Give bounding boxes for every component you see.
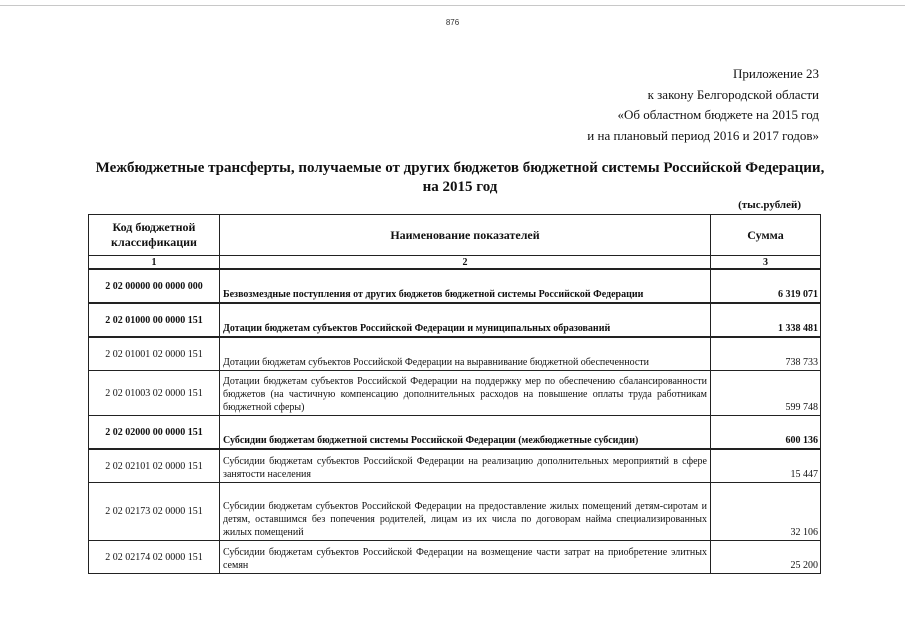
row-name: Субсидии бюджетам субъектов Российской Федерации на реализацию дополнительных мероприятий в сфере занятости населения (220, 449, 711, 483)
row-code: 2 02 02101 02 0000 151 (89, 449, 220, 483)
row-name: Субсидии бюджетам субъектов Российской Федерации на предоставление жилых помещений детям-сиротам и детям, оставшимся без попечения родителей, лицам из их числа по договорам найма специализированных жилых помещений (220, 483, 711, 541)
row-code: 2 02 00000 00 0000 000 (89, 269, 220, 303)
header-name: Наименование показателей (220, 215, 711, 256)
table-row (89, 303, 821, 337)
column-number-2: 2 (220, 256, 711, 270)
table-header-row (89, 215, 821, 256)
units-label: (тыс.рублей) (738, 199, 801, 211)
column-number-1: 1 (89, 256, 220, 270)
row-amount: 25 200 (711, 541, 821, 574)
row-code: 2 02 02173 02 0000 151 (89, 483, 220, 541)
row-code: 2 02 02174 02 0000 151 (89, 541, 220, 574)
appendix-line-4: и на плановый период 2016 и 2017 годов» (587, 127, 819, 143)
appendix-line-3: «Об областном бюджете на 2015 год (617, 107, 819, 122)
document-title-line-1: Межбюджетные трансферты, получаемые от других бюджетов бюджетной системы Российской Федерации, (95, 160, 825, 176)
row-code: 2 02 01001 02 0000 151 (89, 337, 220, 371)
table-row (89, 416, 821, 450)
row-name: Субсидии бюджетам субъектов Российской Федерации на возмещение части затрат на приобретение элитных семян (220, 541, 711, 574)
row-code: 2 02 01003 02 0000 151 (89, 371, 220, 416)
table-row (89, 449, 821, 483)
row-amount: 15 447 (711, 449, 821, 483)
page-number: 876 (445, 18, 460, 27)
appendix-header (587, 64, 819, 146)
top-rule (0, 5, 905, 6)
header-code: Код бюджетной классификации (89, 215, 220, 256)
row-amount: 1 338 481 (711, 303, 821, 337)
table-row (89, 371, 821, 416)
row-name: Безвозмездные поступления от других бюджетов бюджетной системы Российской Федерации (220, 269, 711, 303)
table-row (89, 337, 821, 371)
row-amount: 32 106 (711, 483, 821, 541)
document-title (60, 159, 860, 197)
row-name: Субсидии бюджетам бюджетной системы Российской Федерации (межбюджетные субсидии) (220, 416, 711, 450)
table-row (89, 269, 821, 303)
row-name: Дотации бюджетам субъектов Российской Федерации на выравнивание бюджетной обеспеченности (220, 337, 711, 371)
row-amount: 6 319 071 (711, 269, 821, 303)
row-amount: 600 136 (711, 416, 821, 450)
column-number-3: 3 (711, 256, 821, 270)
column-numbers-row (89, 256, 821, 270)
row-code: 2 02 01000 00 0000 151 (89, 303, 220, 337)
document-title-line-2: на 2015 год (422, 179, 498, 195)
row-name: Дотации бюджетам субъектов Российской Федерации на поддержку мер по обеспечению сбалансированности бюджетов (на частичную компенсацию дополнительных расходов на повышение оплаты труда работникам бюджетной сферы) (220, 371, 711, 416)
header-amount: Сумма (711, 215, 821, 256)
row-code: 2 02 02000 00 0000 151 (89, 416, 220, 450)
appendix-line-2: к закону Белгородской области (647, 86, 819, 102)
row-amount: 738 733 (711, 337, 821, 371)
row-name: Дотации бюджетам субъектов Российской Федерации и муниципальных образований (220, 303, 711, 337)
table-row (89, 541, 821, 574)
table-row (89, 483, 821, 541)
appendix-line-1: Приложение 23 (732, 66, 819, 81)
transfers-table (88, 214, 821, 574)
row-amount: 599 748 (711, 371, 821, 416)
